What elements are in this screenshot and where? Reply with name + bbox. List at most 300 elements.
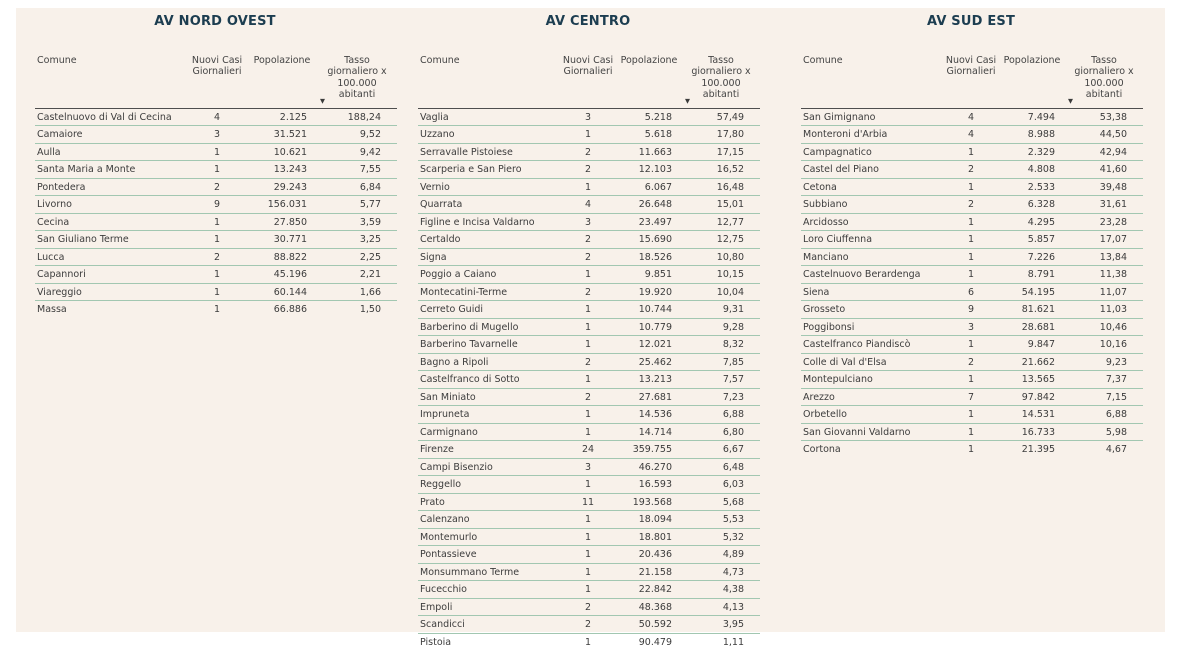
table-row: [801, 318, 1143, 336]
table-row: [418, 213, 760, 231]
comune-cell: Subbiano: [801, 196, 943, 214]
value-cell: 23.497: [616, 213, 682, 231]
value-cell: 3: [943, 318, 999, 336]
column-header-label: Nuovi Casi Giornalieri: [562, 55, 614, 78]
value-cell: 1: [560, 371, 616, 389]
value-cell: 16.733: [999, 423, 1065, 441]
value-cell: 5,77: [317, 196, 397, 214]
comune-cell: Carmignano: [418, 423, 560, 441]
table-row: [35, 248, 397, 266]
value-cell: 1: [560, 266, 616, 284]
value-cell: 39,48: [1065, 178, 1143, 196]
table-row: [418, 301, 760, 319]
value-cell: 2: [560, 616, 616, 634]
value-cell: 1: [943, 266, 999, 284]
comune-cell: Loro Ciuffenna: [801, 231, 943, 249]
table-row: [801, 231, 1143, 249]
table-row: [418, 318, 760, 336]
comune-cell: Pontedera: [35, 178, 187, 196]
sort-descending-arrow-icon[interactable]: ▼: [685, 97, 690, 106]
comune-cell: Aulla: [35, 143, 187, 161]
value-cell: 14.531: [999, 406, 1065, 424]
table-row: [801, 353, 1143, 371]
value-cell: 1: [187, 213, 247, 231]
value-cell: 14.536: [616, 406, 682, 424]
value-cell: 13.565: [999, 371, 1065, 389]
value-cell: 15,01: [682, 196, 760, 214]
comune-cell: Lucca: [35, 248, 187, 266]
value-cell: 1: [943, 441, 999, 458]
value-cell: 1: [560, 301, 616, 319]
value-cell: 21.662: [999, 353, 1065, 371]
value-cell: 10.744: [616, 301, 682, 319]
value-cell: 5,32: [682, 528, 760, 546]
value-cell: 1: [943, 213, 999, 231]
comune-cell: Serravalle Pistoiese: [418, 143, 560, 161]
value-cell: 88.822: [247, 248, 317, 266]
comune-cell: Castelfranco Piandiscò: [801, 336, 943, 354]
value-cell: 2: [560, 231, 616, 249]
column-header-popolazione[interactable]: [616, 53, 682, 108]
value-cell: 48.368: [616, 598, 682, 616]
value-cell: 9.851: [616, 266, 682, 284]
value-cell: 9,23: [1065, 353, 1143, 371]
table-row: [418, 248, 760, 266]
table-row: [801, 213, 1143, 231]
table-row: [418, 406, 760, 424]
table-row: [418, 336, 760, 354]
value-cell: 6,48: [682, 458, 760, 476]
value-cell: 2: [560, 248, 616, 266]
comune-cell: Montemurlo: [418, 528, 560, 546]
value-cell: 5.218: [644, 111, 672, 123]
table-row: [418, 231, 760, 249]
value-cell: 9,28: [682, 318, 760, 336]
value-cell: 1: [560, 546, 616, 564]
table-body: [35, 108, 397, 318]
value-cell: 5,98: [1065, 423, 1143, 441]
value-cell: 5,53: [682, 511, 760, 529]
column-header-nuovi-casi-giornalieri[interactable]: [560, 53, 616, 108]
value-cell: 5,68: [682, 493, 760, 511]
value-cell: 4: [560, 196, 616, 214]
comune-cell: Campagnatico: [801, 143, 943, 161]
table-header: [801, 53, 1143, 108]
table-row: [418, 161, 760, 179]
comune-cell: Cerreto Guidi: [418, 301, 560, 319]
value-cell: 9.847: [999, 336, 1065, 354]
dashboard-panes: [16, 8, 1165, 648]
comune-cell: Cortona: [801, 441, 943, 458]
value-cell: 2.533: [999, 178, 1065, 196]
value-cell: 13.213: [616, 371, 682, 389]
value-cell: 1: [943, 423, 999, 441]
column-header-popolazione[interactable]: [999, 53, 1065, 108]
column-header-nuovi-casi-giornalieri[interactable]: [187, 53, 247, 108]
value-cell: 29.243: [247, 178, 317, 196]
table-row: [418, 196, 760, 214]
table-row: [35, 126, 397, 144]
value-cell: 10.779: [616, 318, 682, 336]
pane-av-nord-ovest: [16, 8, 399, 650]
table-row: [418, 143, 760, 161]
value-cell: 6,03: [682, 476, 760, 494]
value-cell: 6,80: [682, 423, 760, 441]
comune-cell: Cetona: [801, 178, 943, 196]
comune-cell: San Gimignano: [803, 111, 876, 123]
sort-descending-arrow-icon[interactable]: ▼: [320, 97, 325, 106]
comune-cell: Fucecchio: [418, 581, 560, 599]
value-cell: 7,15: [1065, 388, 1143, 406]
value-cell: 1,11: [682, 633, 760, 650]
comune-cell: San Giovanni Valdarno: [801, 423, 943, 441]
column-header-tasso-giornaliero[interactable]: [317, 53, 397, 108]
value-cell: 10,04: [682, 283, 760, 301]
value-cell: 21.395: [999, 441, 1065, 458]
table-row: [418, 563, 760, 581]
comune-cell: Montepulciano: [801, 371, 943, 389]
value-cell: 3,59: [317, 213, 397, 231]
comune-cell: Poggibonsi: [801, 318, 943, 336]
value-cell: 1: [943, 371, 999, 389]
value-cell: 8.988: [999, 126, 1065, 144]
comune-cell: Empoli: [418, 598, 560, 616]
table-row: [801, 301, 1143, 319]
table-header: [418, 53, 760, 108]
value-cell: 1: [943, 178, 999, 196]
table-body: [418, 108, 760, 650]
value-cell: 2: [560, 598, 616, 616]
value-cell: 2: [943, 353, 999, 371]
value-cell: 2: [560, 283, 616, 301]
value-cell: 1: [943, 406, 999, 424]
comune-table-av-centro: [418, 53, 760, 650]
value-cell: 4.808: [999, 161, 1065, 179]
value-cell: 53,38: [1099, 111, 1127, 123]
column-header-label: Comune: [803, 55, 843, 66]
table-row: [35, 196, 397, 214]
value-cell: 8,32: [682, 336, 760, 354]
comune-cell: Castelnuovo Berardenga: [801, 266, 943, 284]
value-cell: 1: [560, 633, 616, 650]
value-cell: 6.328: [999, 196, 1065, 214]
value-cell: 1: [943, 231, 999, 249]
table-row: [418, 266, 760, 284]
value-cell: 10,80: [682, 248, 760, 266]
comune-cell: San Miniato: [418, 388, 560, 406]
table-row: [35, 161, 397, 179]
table-row: [418, 581, 760, 599]
value-cell: 3: [560, 213, 616, 231]
column-header-nuovi-casi-giornalieri[interactable]: [943, 53, 999, 108]
value-cell: 4: [967, 111, 975, 123]
value-cell: 4,38: [682, 581, 760, 599]
value-cell: 1: [943, 336, 999, 354]
value-cell: 2: [560, 353, 616, 371]
table-row: [418, 458, 760, 476]
table-row: [801, 406, 1143, 424]
comune-cell: Livorno: [35, 196, 187, 214]
column-header-comune[interactable]: [418, 53, 560, 108]
dashboard: [16, 8, 1165, 648]
column-header-label: Popolazione: [253, 55, 311, 66]
comune-cell: Poggio a Caiano: [418, 266, 560, 284]
table-row: [801, 388, 1143, 406]
value-cell: 12,75: [682, 231, 760, 249]
comune-cell: Manciano: [801, 248, 943, 266]
sort-descending-arrow-icon[interactable]: ▼: [1068, 97, 1073, 106]
value-cell: 2: [560, 388, 616, 406]
table-row: [801, 108, 1143, 126]
column-header-tasso-giornaliero[interactable]: [682, 53, 760, 108]
value-cell: 4.295: [999, 213, 1065, 231]
value-cell: 45.196: [247, 266, 317, 284]
table-row: [35, 178, 397, 196]
comune-cell: Impruneta: [418, 406, 560, 424]
comune-cell: Castel del Piano: [801, 161, 943, 179]
comune-cell: Capannori: [35, 266, 187, 284]
value-cell: 16.593: [616, 476, 682, 494]
value-cell: 9,42: [317, 143, 397, 161]
comune-cell: Orbetello: [801, 406, 943, 424]
value-cell: 7: [943, 388, 999, 406]
value-cell: 7.226: [999, 248, 1065, 266]
table-row: [418, 441, 760, 459]
comune-cell: Pistoia: [418, 633, 560, 650]
comune-cell: Calenzano: [418, 511, 560, 529]
comune-cell: Colle di Val d'Elsa: [801, 353, 943, 371]
value-cell: 11,38: [1065, 266, 1143, 284]
comune-cell: Figline e Incisa Valdarno: [418, 213, 560, 231]
table-row: [418, 598, 760, 616]
comune-cell: Campi Bisenzio: [418, 458, 560, 476]
comune-cell: Barberino di Mugello: [418, 318, 560, 336]
value-cell: 44,50: [1065, 126, 1143, 144]
header-row: [418, 53, 760, 108]
comune-cell: Grosseto: [801, 301, 943, 319]
table-row: [418, 126, 760, 144]
value-cell: 2: [560, 143, 616, 161]
table-row: [801, 441, 1143, 458]
comune-cell: Signa: [418, 248, 560, 266]
value-cell: 17,80: [682, 126, 760, 144]
value-cell: 3: [187, 126, 247, 144]
table-row: [35, 143, 397, 161]
table-row: [801, 283, 1143, 301]
column-header-comune[interactable]: [35, 53, 187, 108]
column-header-tasso-giornaliero[interactable]: [1065, 53, 1143, 108]
value-cell: 1: [943, 248, 999, 266]
value-cell: 6,67: [682, 441, 760, 459]
value-cell: 10,16: [1065, 336, 1143, 354]
comune-cell: Quarrata: [418, 196, 560, 214]
table-row: [801, 248, 1143, 266]
value-cell: 15.690: [616, 231, 682, 249]
value-cell: 1: [560, 563, 616, 581]
table-row: [801, 423, 1143, 441]
value-cell: 11: [560, 493, 616, 511]
table-row: [801, 371, 1143, 389]
pane-title-av-centro: AV CENTRO: [545, 14, 631, 29]
comune-table-av-sud-est: [801, 53, 1143, 458]
table-row: [418, 546, 760, 564]
table-row: [801, 336, 1143, 354]
value-cell: 6.067: [616, 178, 682, 196]
comune-cell: Uzzano: [418, 126, 560, 144]
header-row: [35, 53, 397, 108]
value-cell: 7,55: [317, 161, 397, 179]
value-cell: 156.031: [247, 196, 317, 214]
value-cell: 3,95: [682, 616, 760, 634]
value-cell: 13,84: [1065, 248, 1143, 266]
column-header-label: Tasso giornaliero x 100.000 abitanti: [1074, 55, 1134, 101]
table-row: [801, 161, 1143, 179]
comune-cell: Scandicci: [418, 616, 560, 634]
value-cell: 10,46: [1065, 318, 1143, 336]
value-cell: 1: [560, 528, 616, 546]
value-cell: 57,49: [716, 111, 744, 123]
value-cell: 1: [560, 423, 616, 441]
value-cell: 3: [584, 111, 592, 123]
value-cell: 31,61: [1065, 196, 1143, 214]
value-cell: 16,48: [682, 178, 760, 196]
value-cell: 18.801: [616, 528, 682, 546]
value-cell: 2: [187, 178, 247, 196]
value-cell: 4: [943, 126, 999, 144]
column-header-label: Comune: [420, 55, 460, 66]
header-row: [801, 53, 1143, 108]
pane-title-av-nord-ovest: AV NORD OVEST: [154, 14, 276, 29]
value-cell: 4: [213, 111, 221, 123]
pane-av-centro: [399, 8, 782, 650]
comune-cell: Scarperia e San Piero: [418, 161, 560, 179]
value-cell: 1: [560, 336, 616, 354]
comune-cell: Pontassieve: [418, 546, 560, 564]
value-cell: 50.592: [616, 616, 682, 634]
table-row: [35, 266, 397, 284]
value-cell: 12.103: [616, 161, 682, 179]
value-cell: 24: [560, 441, 616, 459]
value-cell: 193.568: [616, 493, 682, 511]
value-cell: 2: [560, 161, 616, 179]
value-cell: 26.648: [616, 196, 682, 214]
table-body: [801, 108, 1143, 458]
value-cell: 90.479: [616, 633, 682, 650]
comune-cell: San Giuliano Terme: [35, 231, 187, 249]
value-cell: 25.462: [616, 353, 682, 371]
value-cell: 1: [187, 161, 247, 179]
value-cell: 7.494: [1027, 111, 1055, 123]
column-header-popolazione[interactable]: [247, 53, 317, 108]
comune-cell: Castelnuovo di Val di Cecina: [37, 111, 172, 123]
value-cell: 4,67: [1065, 441, 1143, 458]
table-row: [418, 388, 760, 406]
value-cell: 2: [943, 196, 999, 214]
table-row: [418, 493, 760, 511]
table-row: [801, 196, 1143, 214]
value-cell: 1,50: [317, 301, 397, 318]
comune-cell: Monsummano Terme: [418, 563, 560, 581]
value-cell: 1: [187, 301, 247, 318]
table-row: [418, 476, 760, 494]
value-cell: 1: [187, 143, 247, 161]
table-header: [35, 53, 397, 108]
value-cell: 11,07: [1065, 283, 1143, 301]
comune-cell: Vernio: [418, 178, 560, 196]
value-cell: 4,73: [682, 563, 760, 581]
column-header-label: Nuovi Casi Giornalieri: [191, 55, 243, 78]
comune-cell: Massa: [35, 301, 187, 318]
table-row: [418, 511, 760, 529]
value-cell: 97.842: [999, 388, 1065, 406]
column-header-label: Comune: [37, 55, 77, 66]
column-header-label: Popolazione: [620, 55, 678, 66]
value-cell: 19.920: [616, 283, 682, 301]
comune-cell: Castelfranco di Sotto: [418, 371, 560, 389]
value-cell: 30.771: [247, 231, 317, 249]
value-cell: 2,21: [317, 266, 397, 284]
value-cell: 1: [560, 476, 616, 494]
value-cell: 2.125: [279, 111, 307, 123]
value-cell: 1: [560, 581, 616, 599]
value-cell: 1: [560, 318, 616, 336]
value-cell: 54.195: [999, 283, 1065, 301]
value-cell: 2: [187, 248, 247, 266]
value-cell: 1: [560, 126, 616, 144]
value-cell: 2: [943, 161, 999, 179]
value-cell: 1: [560, 511, 616, 529]
value-cell: 22.842: [616, 581, 682, 599]
value-cell: 7,23: [682, 388, 760, 406]
table-row: [418, 108, 760, 126]
value-cell: 5.618: [616, 126, 682, 144]
table-row: [35, 213, 397, 231]
value-cell: 1: [187, 283, 247, 301]
value-cell: 16,52: [682, 161, 760, 179]
value-cell: 60.144: [247, 283, 317, 301]
comune-cell: Monteroni d'Arbia: [801, 126, 943, 144]
table-row: [35, 231, 397, 249]
value-cell: 4,89: [682, 546, 760, 564]
comune-cell: Certaldo: [418, 231, 560, 249]
value-cell: 188,24: [347, 111, 381, 123]
value-cell: 12,77: [682, 213, 760, 231]
table-row: [35, 301, 397, 318]
column-header-comune[interactable]: [801, 53, 943, 108]
column-header-label: Nuovi Casi Giornalieri: [945, 55, 997, 78]
value-cell: 5.857: [999, 231, 1065, 249]
value-cell: 9: [187, 196, 247, 214]
table-row: [418, 353, 760, 371]
value-cell: 28.681: [999, 318, 1065, 336]
pane-av-sud-est: [782, 8, 1165, 650]
value-cell: 9: [943, 301, 999, 319]
comune-cell: Barberino Tavarnelle: [418, 336, 560, 354]
value-cell: 6,88: [1065, 406, 1143, 424]
table-row: [801, 143, 1143, 161]
value-cell: 18.526: [616, 248, 682, 266]
value-cell: 4,13: [682, 598, 760, 616]
value-cell: 12.021: [616, 336, 682, 354]
value-cell: 27.681: [616, 388, 682, 406]
value-cell: 14.714: [616, 423, 682, 441]
value-cell: 23,28: [1065, 213, 1143, 231]
comune-cell: Arezzo: [801, 388, 943, 406]
value-cell: 10.621: [247, 143, 317, 161]
table-row: [801, 266, 1143, 284]
table-row: [801, 126, 1143, 144]
value-cell: 17,15: [682, 143, 760, 161]
